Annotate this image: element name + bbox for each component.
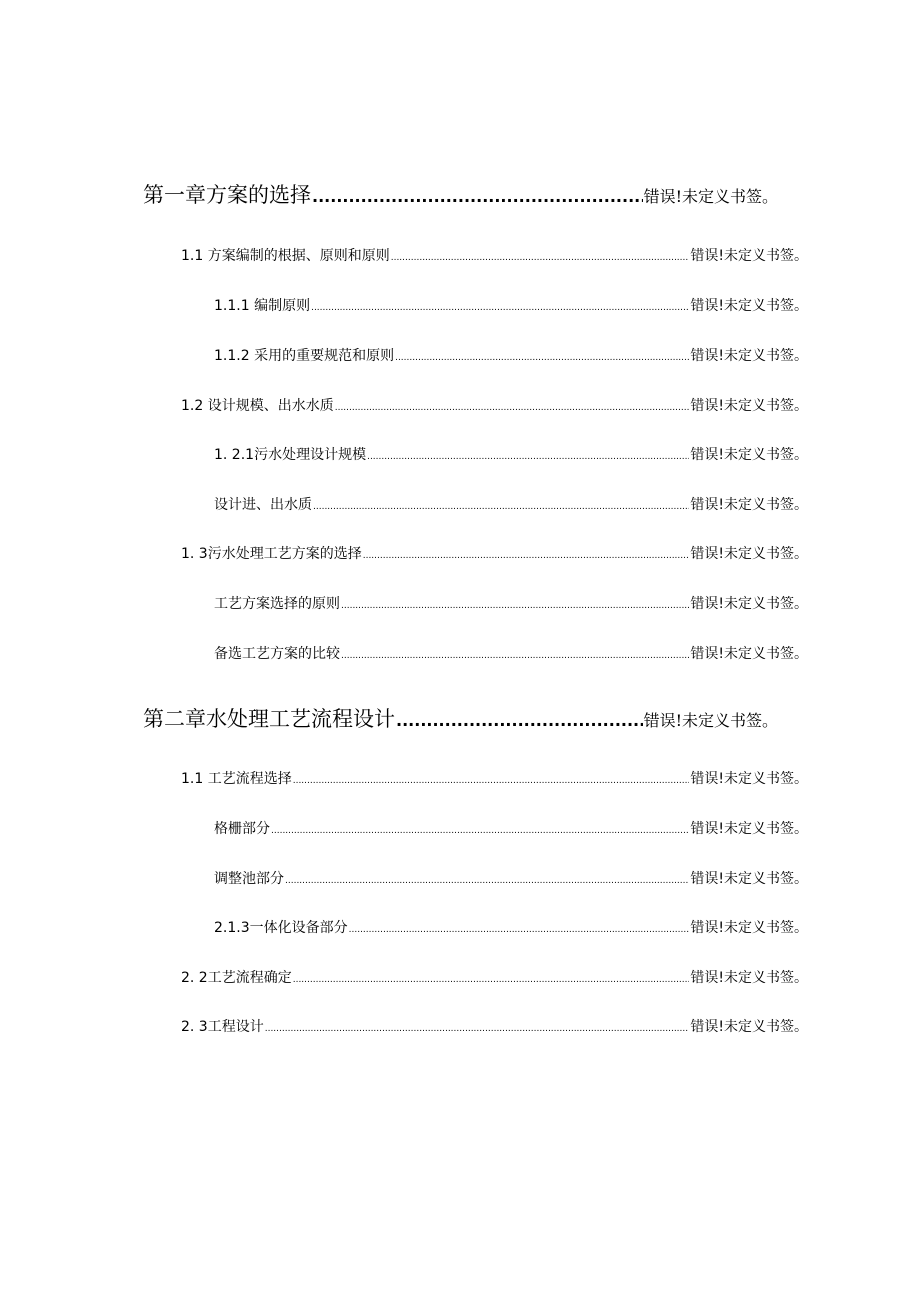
toc-page-ref: 错误!未定义书签。 [690,447,808,463]
toc-entry[interactable] [214,295,808,317]
toc-entry[interactable] [181,543,808,565]
toc-leader-dots [363,551,690,561]
toc-entry-label: 2. 3工程设计 [181,1019,264,1035]
toc-chapter-1[interactable] [143,179,778,209]
toc-chapter-2[interactable] [143,703,778,733]
toc-page-ref: 错误!未定义书签。 [690,970,808,986]
toc-leader-dots [293,776,690,786]
toc-entry[interactable] [214,917,808,939]
toc-entry-label: 第一章方案的选择 [143,183,311,207]
toc-entry[interactable] [214,818,808,840]
toc-entry-label: 调整池部分 [214,871,284,887]
toc-entry[interactable] [214,494,808,516]
toc-page-ref: 错误!未定义书签。 [690,771,808,787]
toc-entry[interactable] [214,444,808,466]
toc-page-ref: 错误!未定义书签。 [690,871,808,887]
toc-leader-dots [313,502,689,512]
toc-page-ref: 错误!未定义书签。 [690,1019,808,1035]
toc-page-ref: 错误!未定义书签。 [690,348,808,364]
toc-entry[interactable] [181,1016,808,1038]
toc-page-ref: 错误!未定义书签。 [643,187,778,206]
toc-page-ref: 错误!未定义书签。 [690,298,808,314]
toc-leader-dots [285,876,689,886]
toc-leader-dots [341,651,689,661]
toc-entry-label: 第二章水处理工艺流程设计 [143,707,395,731]
toc-entry-label: 2.1.3一体化设备部分 [214,920,348,936]
toc-entry-label: 1. 2.1污水处理设计规模 [214,447,367,463]
toc-leader-dots [349,925,690,935]
toc-entry[interactable] [181,768,808,790]
toc-leader-dots [391,253,690,263]
toc-entry[interactable] [214,345,808,367]
toc-leader-dots [271,826,689,836]
toc-leader-dots [341,601,689,611]
toc-page-ref: 错误!未定义书签。 [690,821,808,837]
toc-entry-label: 格栅部分 [214,821,270,837]
toc-entry[interactable] [214,643,808,665]
toc-page-ref: 错误!未定义书签。 [690,920,808,936]
toc-entry-label: 1.1.1 编制原则 [214,298,311,314]
toc-entry-label: 备选工艺方案的比较 [214,646,340,662]
toc-leader-dots [396,711,643,730]
toc-leader-dots [312,187,643,206]
toc-leader-dots [367,452,689,462]
toc-page-ref: 错误!未定义书签。 [690,646,808,662]
toc-page-ref: 错误!未定义书签。 [690,596,808,612]
toc-page-ref: 错误!未定义书签。 [690,398,808,414]
toc-page-ref: 错误!未定义书签。 [690,248,808,264]
toc-entry-label: 设计进、出水质 [214,497,312,513]
toc-leader-dots [293,975,690,985]
toc-leader-dots [335,403,690,413]
toc-page-ref: 错误!未定义书签。 [690,546,808,562]
toc-entry-label: 1.1 方案编制的根据、原则和原则 [181,248,390,264]
toc-leader-dots [395,353,689,363]
toc-entry[interactable] [181,395,808,417]
toc-entry-label: 1.1.2 采用的重要规范和原则 [214,348,395,364]
toc-entry-label: 2. 2工艺流程确定 [181,970,292,986]
toc-page-ref: 错误!未定义书签。 [690,497,808,513]
toc-entry[interactable] [214,593,808,615]
toc-entry-label: 1.1 工艺流程选择 [181,771,292,787]
toc-entry-label: 工艺方案选择的原则 [214,596,340,612]
toc-entry[interactable] [181,967,808,989]
toc-entry[interactable] [214,868,808,890]
toc-entry-label: 1. 3污水处理工艺方案的选择 [181,546,362,562]
toc-leader-dots [265,1024,690,1034]
toc-page-ref: 错误!未定义书签。 [643,711,778,730]
toc-leader-dots [311,303,689,313]
toc-entry-label: 1.2 设计规模、出水水质 [181,398,334,414]
toc-entry[interactable] [181,245,808,267]
